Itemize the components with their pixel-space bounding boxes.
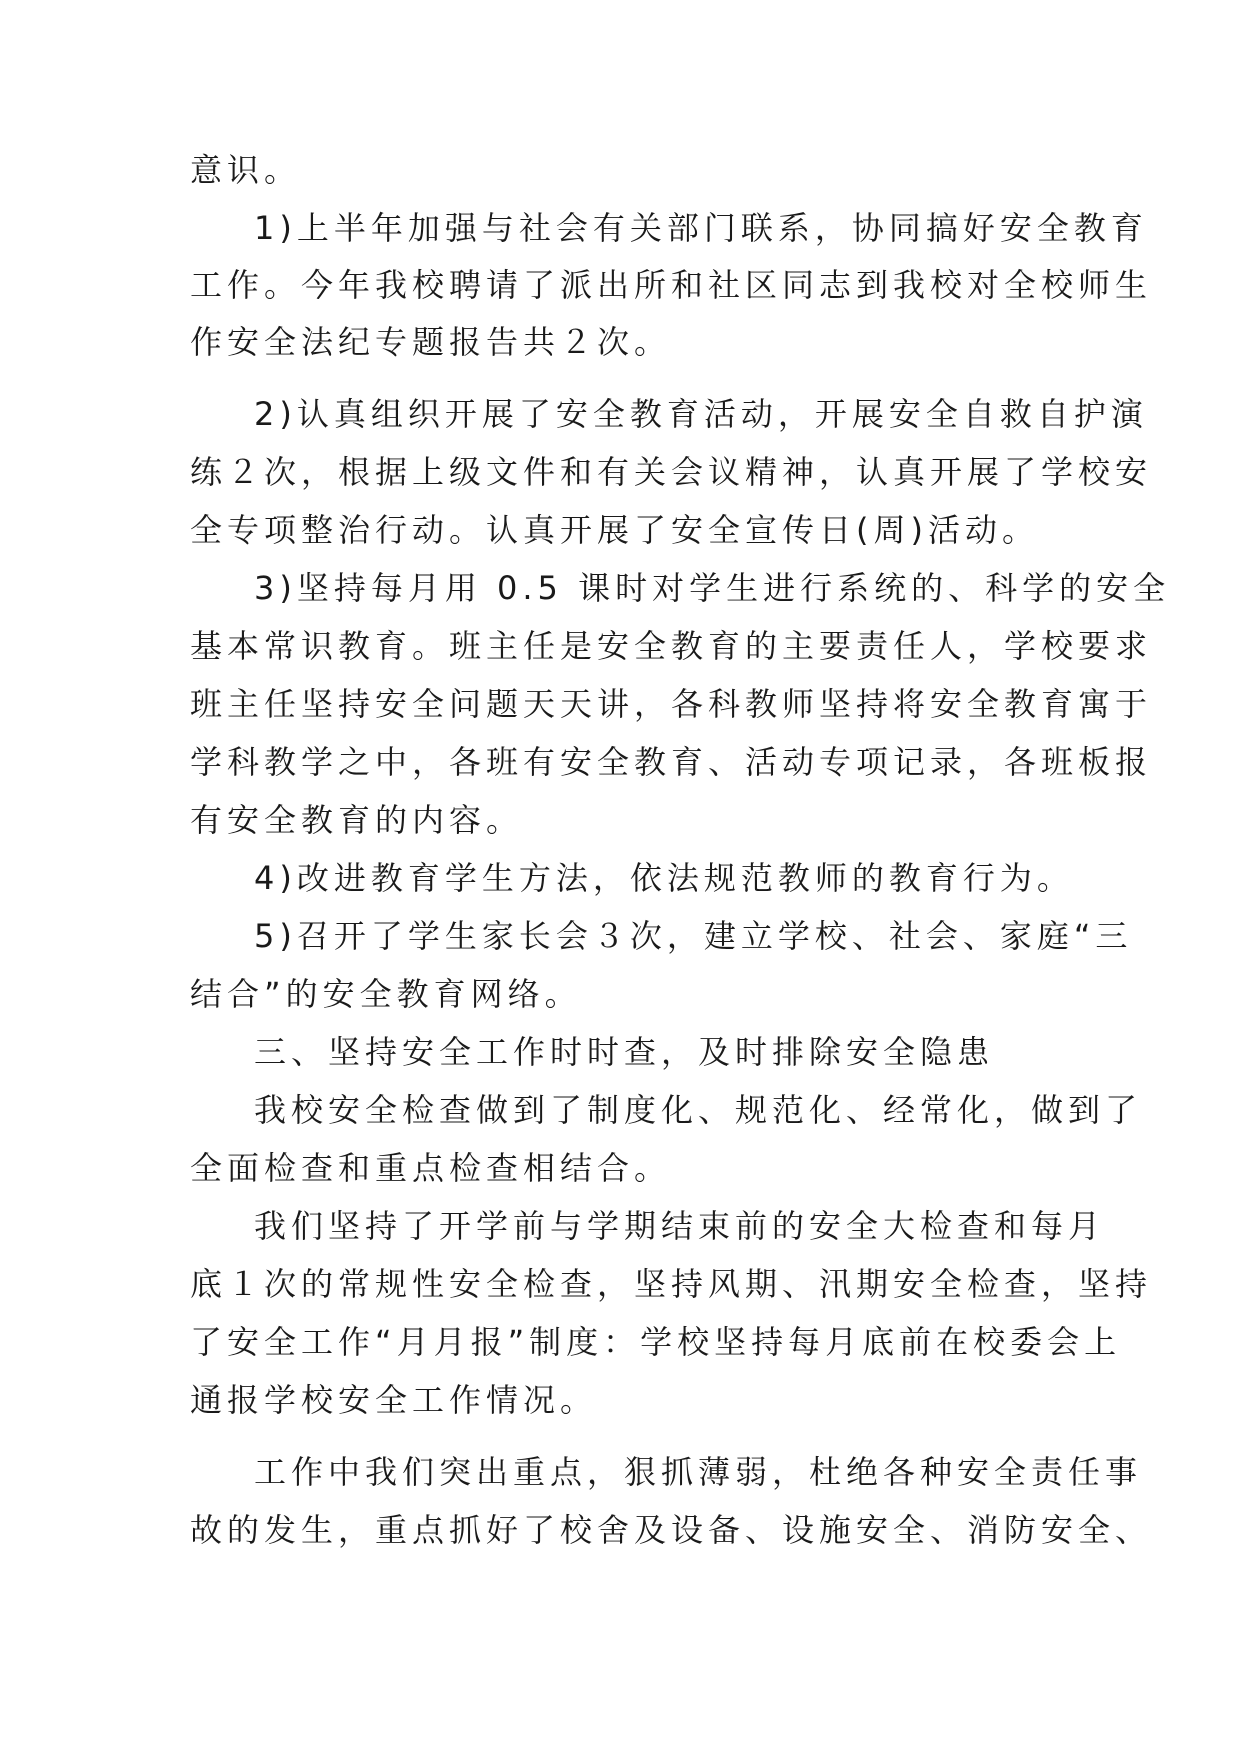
text-line: 工作中我们突出重点，狠抓薄弱，杜绝各种安全责任事 <box>254 1453 1143 1491</box>
text-line: 4)改进教育学生方法，依法规范教师的教育行为。 <box>254 859 1074 897</box>
text-line: 我校安全检查做到了制度化、规范化、经常化，做到了 <box>254 1091 1143 1129</box>
text-line: 作安全法纪专题报告共２次。 <box>190 323 672 361</box>
text-line: 意识。 <box>190 151 302 189</box>
text-line: 通报学校安全工作情况。 <box>190 1381 598 1419</box>
text-line: 全面检查和重点检查相结合。 <box>190 1149 672 1187</box>
text-line: 我们坚持了开学前与学期结束前的安全大检查和每月 <box>254 1207 1106 1245</box>
section-heading: 三、坚持安全工作时时查，及时排除安全隐患 <box>254 1033 995 1071</box>
text-line: 5)召开了学生家长会３次，建立学校、社会、家庭“三 <box>254 917 1133 955</box>
text-line: 基本常识教育。班主任是安全教育的主要责任人，学校要求 <box>190 627 1153 665</box>
text-line: 3)坚持每月用 0.5 课时对学生进行系统的、科学的安全 <box>254 569 1171 607</box>
text-line: 底１次的常规性安全检查，坚持风期、汛期安全检查，坚持 <box>190 1265 1153 1303</box>
text-line: 故的发生，重点抓好了校舍及设备、设施安全、消防安全、 <box>190 1511 1153 1549</box>
text-line: 班主任坚持安全问题天天讲，各科教师坚持将安全教育寓于 <box>190 685 1153 723</box>
text-line: 练２次，根据上级文件和有关会议精神，认真开展了学校安 <box>190 453 1153 491</box>
text-line: 2)认真组织开展了安全教育活动，开展安全自救自护演 <box>254 395 1148 433</box>
text-line: 1)上半年加强与社会有关部门联系，协同搞好安全教育 <box>254 209 1148 247</box>
text-line: 有安全教育的内容。 <box>190 801 524 839</box>
text-line: 全专项整治行动。认真开展了安全宣传日(周)活动。 <box>190 511 1039 549</box>
text-line: 工作。今年我校聘请了派出所和社区同志到我校对全校师生 <box>190 266 1153 304</box>
text-line: 了安全工作“月月报”制度：学校坚持每月底前在校委会上 <box>190 1323 1122 1361</box>
text-line: 结合”的安全教育网络。 <box>190 975 582 1013</box>
text-line: 学科教学之中，各班有安全教育、活动专项记录，各班板报 <box>190 743 1153 781</box>
